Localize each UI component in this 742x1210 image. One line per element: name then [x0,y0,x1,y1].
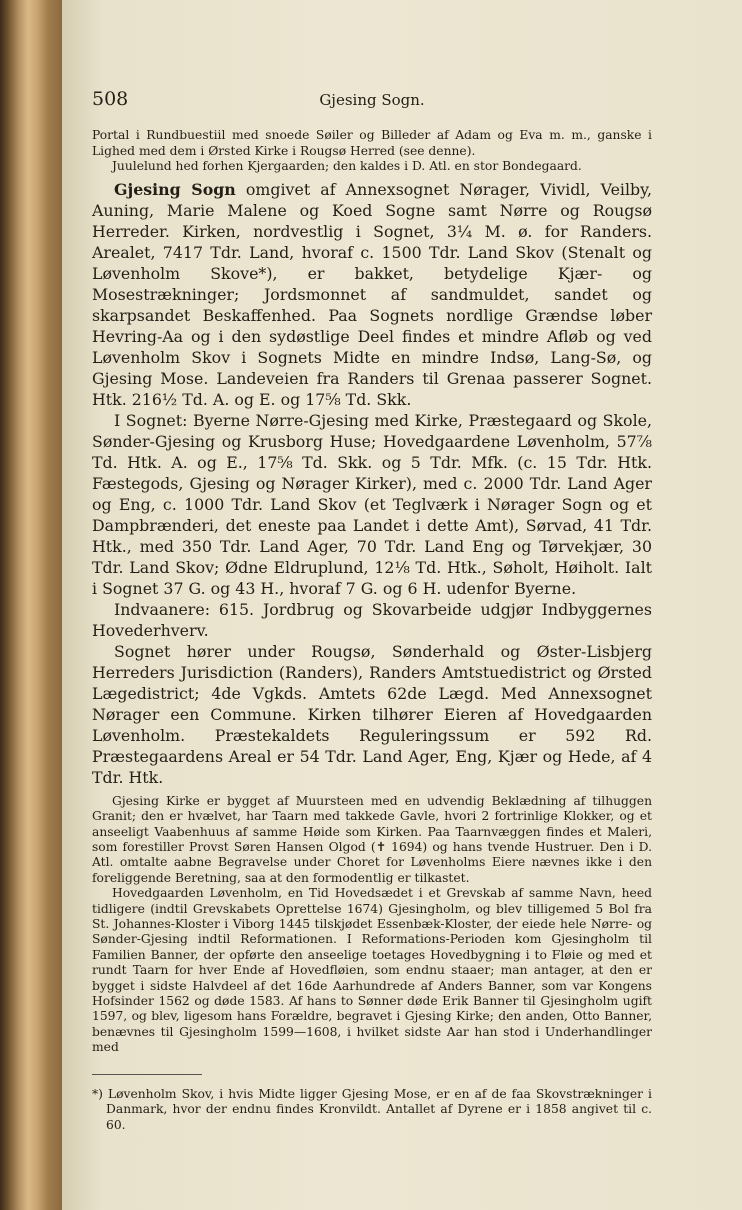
paragraph-jurisdiction: Sognet hører under Rougsø, Sønderhald og Øster-Lisbjerg Herreders Jurisdiction (Randers), Randers Amtstuedistrict og Ørsted Lægedistrict; 4de Vgkds. Amtets 62de Lægd. Med Annexsognet Nørager een Commune. Kirken tilhører Eieren af Hovedgaarden Løvenholm. Præstekaldets Reguleringssum er 592 Rd. Præstegaardens Areal er 54 Tdr. Land Ager, Eng, Kjær og Hede, af 4 Tdr. Htk. [92,641,652,787]
page-number: 508 [92,88,129,110]
top-note: Portal i Rundbuestiil med snoede Søiler og Billeder af Adam og Eva m. m., ganske i Lighed med dem i Ørsted Kirke i Rougsø Herred (see denne). [92,128,652,158]
paragraph-parish [92,179,652,410]
parish-name: Gjesing Sogn [114,179,236,199]
footnote-rule [92,1074,202,1075]
paragraph-population: Indvaanere: 615. Jordbrug og Skovarbeide udgjør Indbyggernes Hovederhverv. [92,599,652,640]
page-header [92,88,652,118]
paragraph-villages: I Sognet: Byerne Nørre-Gjesing med Kirke, Præstegaard og Skole, Sønder-Gjesing og Krusborg Huse; Hovedgaardene Løvenholm, 57⅞ Td. Htk. A. og E., 17⅝ Td. Skk. og 5 Tdr. Mfk. (c. 15 Tdr. Htk. Fæstegods, Gjesing og Nørager Kirker), med c. 2000 Tdr. Land Ager og Eng, c. 1000 Tdr. Land Skov (et Teglværk i Nørager Sogn og et Dampbrænderi, det eneste paa Landet i dette Amt), Sørvad, 41 Tdr. Htk., med 350 Tdr. Land Ager, 70 Tdr. Land Eng og Tørvekjær, 30 Tdr. Land Skov; Ødne Eldruplund, 12⅛ Td. Htk., Søholt, Høiholt. Ialt i Sognet 37 G. og 43 H., hvoraf 7 G. og 6 H. udenfor Byerne. [92,410,652,598]
footnote: *) Løvenholm Skov, i hvis Midte ligger Gjesing Mose, er en af de faa Skovstrækninger i Danmark, hvor der endnu findes Kronvildt. Antallet af Dyrene er i 1858 angivet til c. 60. [92,1086,652,1132]
paragraph-text: omgivet af Annexsognet Nørager, Vividl, Veilby, Auning, Marie Malene og Koed Sogne samt Nørre og Rougsø Herreder. Kirken, nordvestlig i Sognet, 3¼ M. ø. for Randers. Arealet, 7417 Tdr. Land, hvoraf c. 1500 Tdr. Land Skov (Stenalt og Løvenholm Skove*), er bakket, betydelige Kjær- og Mosestrækninger; Jordsmonnet af sandmuldet, sandet og skarpsandet Beskaffenhed. Paa Sognets nordlige Grændse løber Hevring-Aa og i den sydøstlige Deel findes et mindre Afløb og ved Løvenholm Skov i Sognets Midte en mindre Indsø, Lang-Sø, og Gjesing Mose. Landeveien fra Randers til Grenaa passerer Sognet. Htk. 216½ Td. A. og E. og 17⅝ Td. Skk. [92,179,652,409]
paragraph-church: Gjesing Kirke er bygget af Muursteen med en udvendig Beklædning af tilhuggen Granit; den er hvælvet, har Taarn med takkede Gavle, hvori 2 fortrinlige Klokker, og et anseeligt Vaabenhuus af samme Høide som Kirken. Paa Taarnvæggen findes et Maleri, som forestiller Provst Søren Hansen Olgod (✝ 1694) og hans tvende Hustruer. Den i D. Atl. omtalte aabne Begravelse under Choret for Løvenholms Eiere nævnes ikke i den foreliggende Beretning, saa at den formodentlig er tilkastet. [92,793,652,885]
paragraph-manor: Hovedgaarden Løvenholm, en Tid Hovedsædet i et Grevskab af samme Navn, heed tidligere (indtil Grevskabets Oprettelse 1674) Gjesingholm, og blev tilligemed 5 Bol fra St. Johannes-Kloster i Viborg 1445 tilskjødet Essenbæk-Kloster, der eiede hele Nørre- og Sønder-Gjesing indtil Reformationen. I Reformations-Perioden kom Gjesingholm til Familien Banner, der opførte den anseelige toetages Hovedbygning i to Fløie og med et rundt Taarn for hver Ende af Hovedfløien, som endnu staaer; man antager, at den er bygget i sidste Halvdeel af det 16de Aarhundrede af Anders Banner, som var Kongens Hofsinder 1562 og døde 1583. Af hans to Sønner døde Erik Banner til Gjesingholm ugift 1597, og blev, ligesom hans Forældre, begravet i Gjesing Kirke; den anden, Otto Banner, benævnes til Gjesingholm 1599—1608, i hvilket sidste Aar han stod i Underhandlinger med [92,886,652,1055]
running-head: Gjesing Sogn. [319,91,425,109]
top-note: Juulelund hed forhen Kjergaarden; den kaldes i D. Atl. en stor Bondegaard. [112,159,582,174]
book-spine [0,0,62,1210]
page-body [92,128,652,1133]
